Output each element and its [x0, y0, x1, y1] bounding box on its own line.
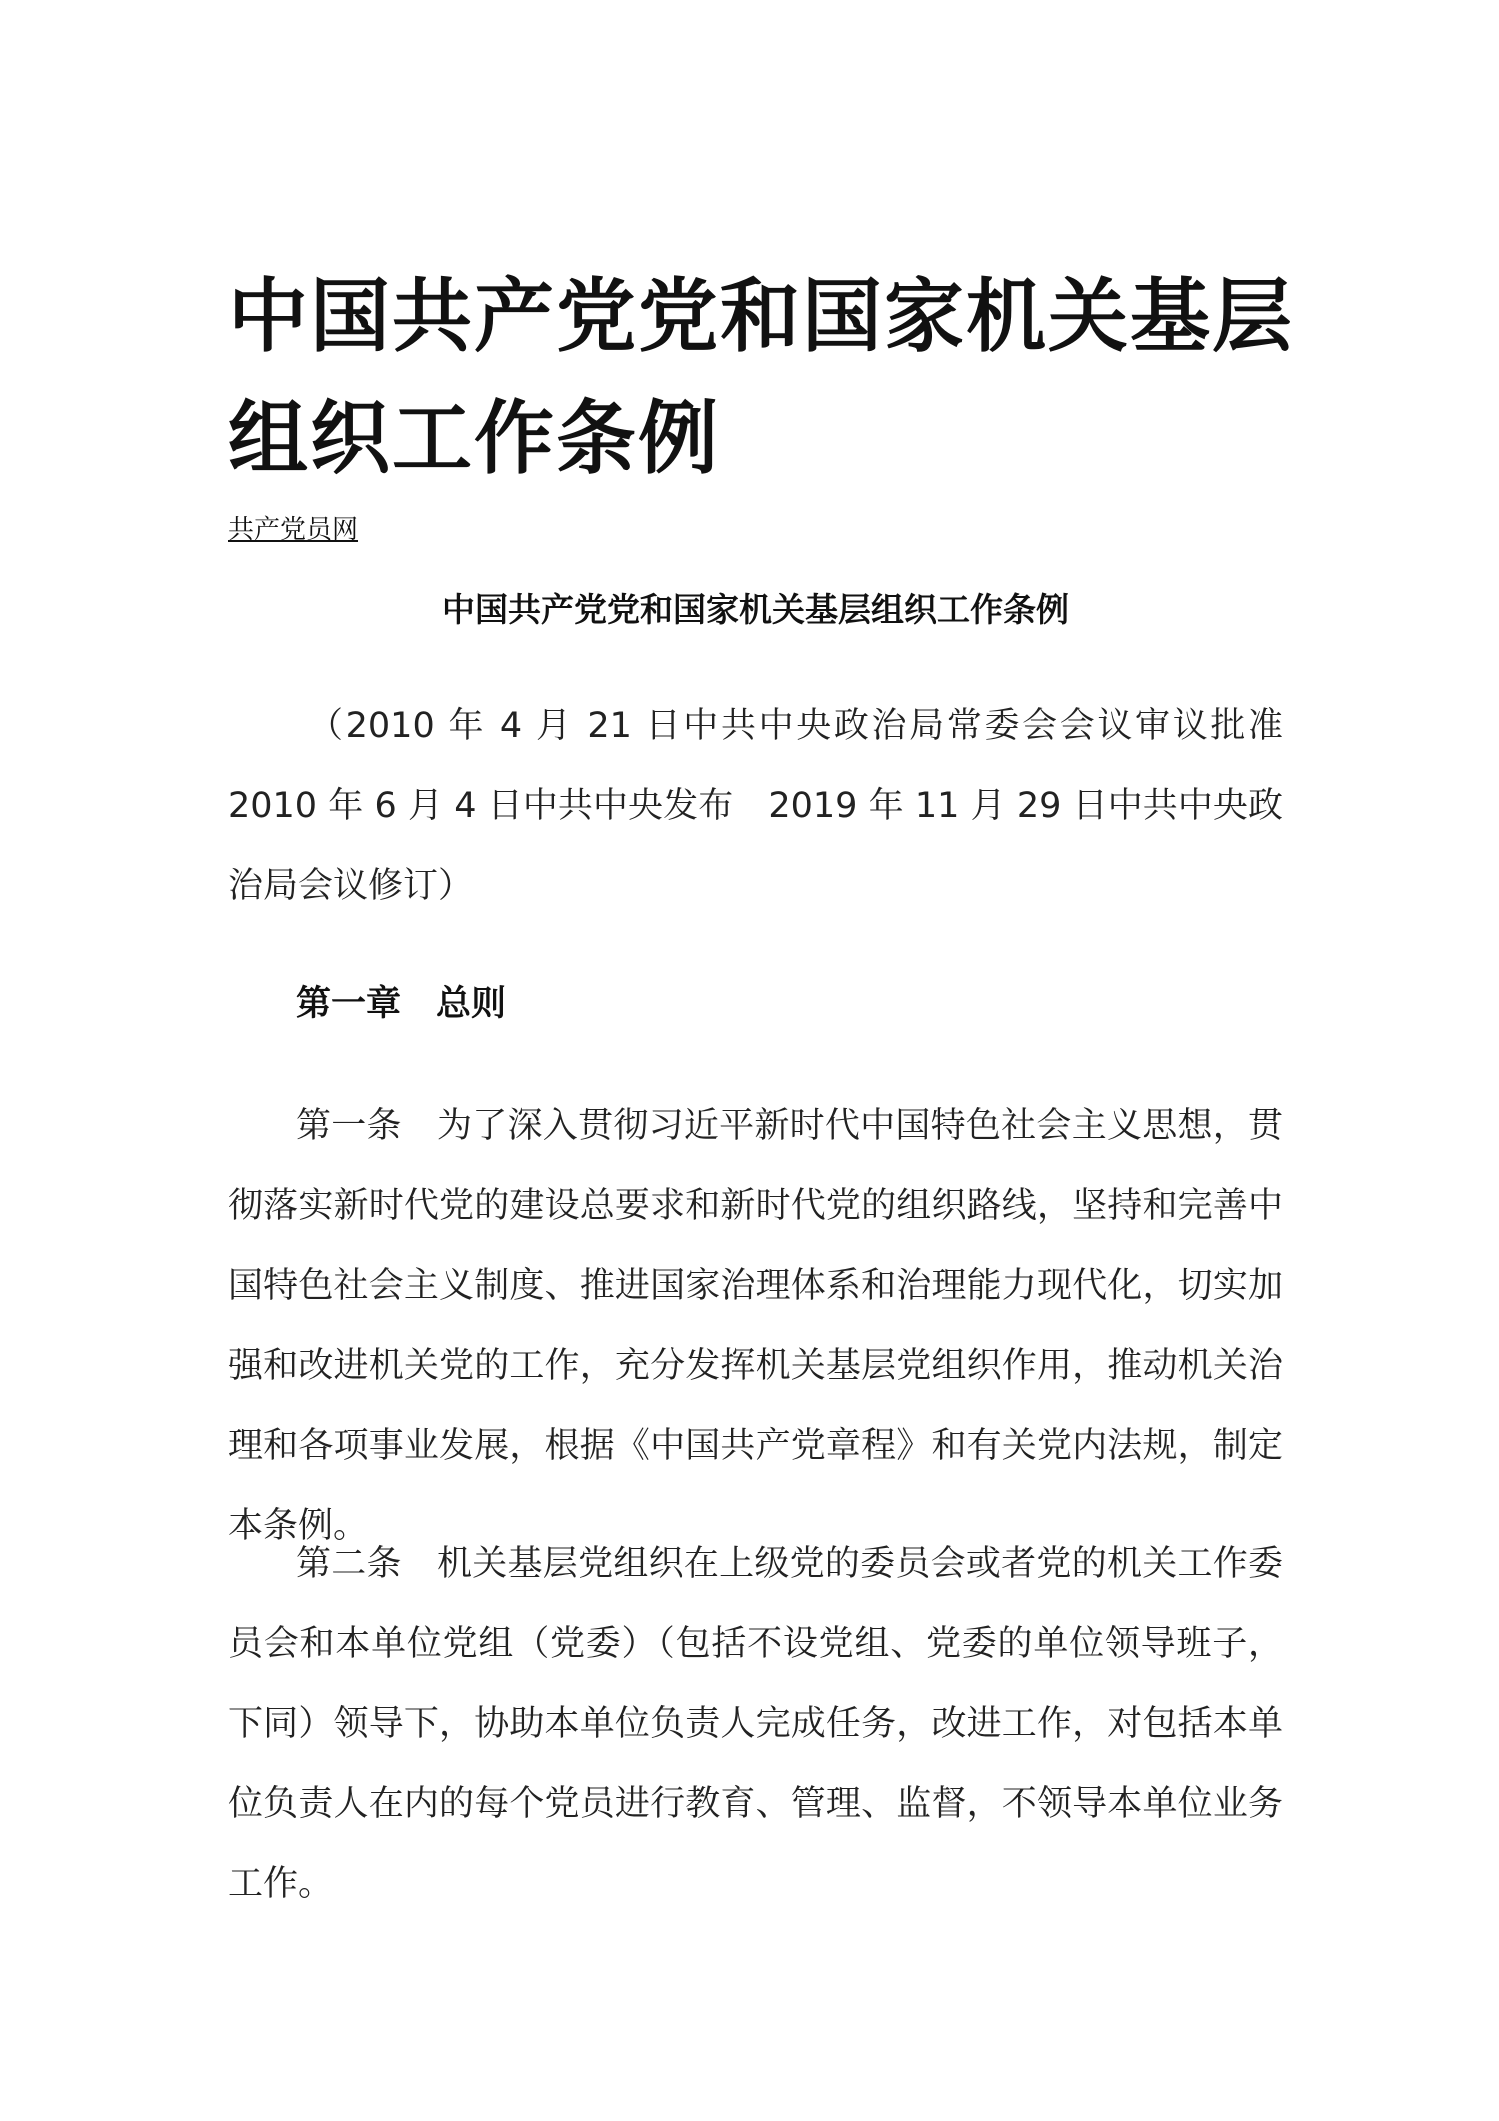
- article-paragraph: 第二条 机关基层党组织在上级党的委员会或者党的机关工作委员会和本单位党组（党委）（包括不设党组、党委的单位领导班子，下同）领导下，协助本单位负责人完成任务，改进工作，对包括本单位负责人在内的每个党员进行教育、管理、监督，不领导本单位业务工作。: [228, 1544, 1283, 1904]
- chapter-heading: 第一章 总则: [296, 984, 507, 1024]
- source-link[interactable]: 共产党员网: [228, 515, 359, 545]
- document-subtitle: 中国共产党党和国家机关基层组织工作条例: [442, 590, 1069, 629]
- revision-note: （2010 年 4 月 21 日中共中央政治局常委会会议审议批准 2010 年 6 月 4 日中共中央发布 2019 年 11 月 29 日中共中央政治局会议修订）: [228, 706, 1319, 906]
- article-paragraph: 第一条 为了深入贯彻习近平新时代中国特色社会主义思想，贯彻落实新时代党的建设总要求和新时代党的组织路线，坚持和完善中国特色社会主义制度、推进国家治理体系和治理能力现代化，切实加强和改进机关党的工作，充分发挥机关基层党组织作用，推动机关治理和各项事业发展，根据《中国共产党章程》和有关党内法规，制定本条例。: [228, 1106, 1283, 1546]
- document-title: 中国共产党党和国家机关基层组织工作条例: [228, 270, 1294, 485]
